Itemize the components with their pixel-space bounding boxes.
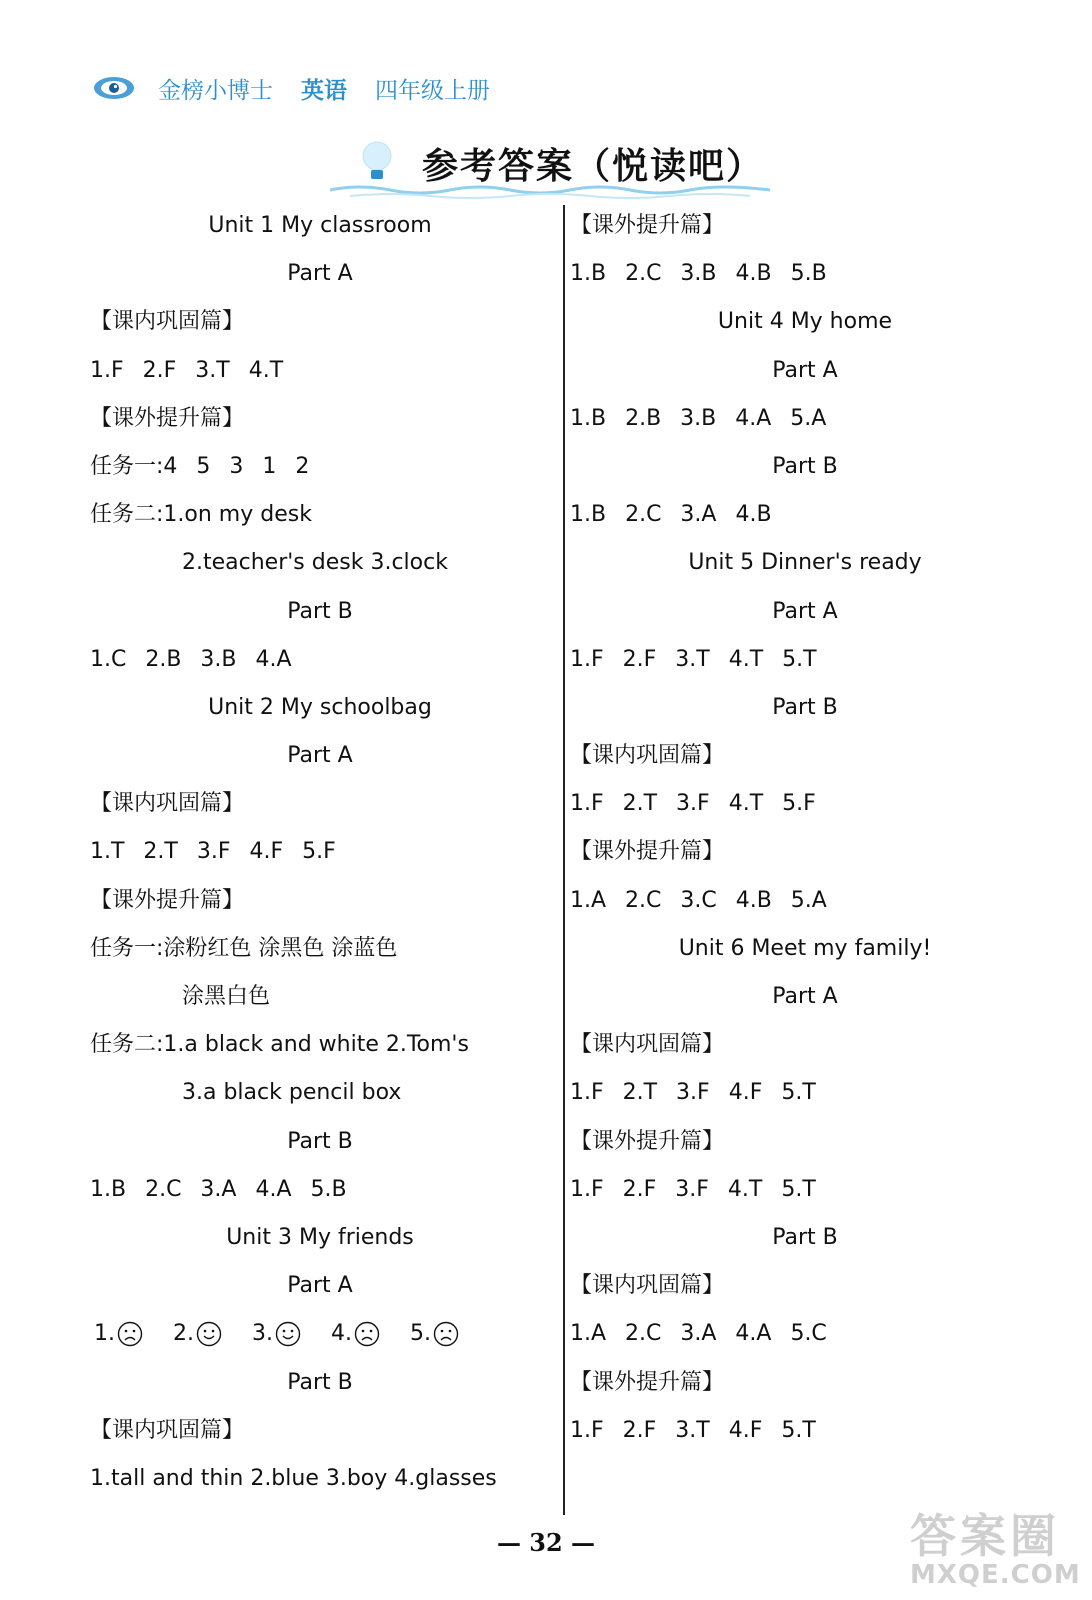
- page-title-block: [330, 132, 790, 196]
- lightbulb-icon: [360, 140, 394, 184]
- answer-line: 2.teacher's desk 3.clock: [182, 550, 448, 576]
- answer-line: 1.F 2.F 3.T 4.T 5.T: [570, 646, 817, 672]
- answer-line: 1.F 2.F 3.F 4.T 5.T: [570, 1176, 816, 1202]
- owl-logo-icon: [92, 75, 136, 101]
- answer-line: 1.tall and thin 2.blue 3.boy 4.glasses: [90, 1465, 497, 1491]
- section-heading: 【课外提升篇】: [570, 213, 725, 238]
- unit-part-heading: Part A: [287, 261, 353, 287]
- wave-decoration: [330, 182, 770, 200]
- unit-part-heading: Unit 1 My classroom: [208, 213, 432, 238]
- section-heading: 【课外提升篇】: [570, 1128, 725, 1154]
- left-answer-column: [90, 202, 550, 1503]
- unit-part-heading: Unit 4 My home: [717, 309, 893, 335]
- unit-part-heading: Part A: [772, 357, 838, 383]
- unit-part-heading: Part B: [287, 598, 353, 624]
- answer-line: 3.a black pencil box: [182, 1080, 402, 1106]
- header-brand: 金榜小博士: [158, 77, 273, 104]
- section-heading: 【课内巩固篇】: [570, 743, 725, 769]
- unit-part-heading: Part A: [287, 743, 353, 769]
- answer-line: 任务一:涂粉红色 涂黑色 涂蓝色: [90, 935, 398, 961]
- answer-line: 1.F 2.F 3.T 4.F 5.T: [570, 1417, 816, 1443]
- section-heading: 【课外提升篇】: [90, 887, 245, 913]
- page-number: — 32 —: [496, 1528, 596, 1557]
- page-title: 参考答案（悦读吧）: [422, 146, 765, 187]
- page-header: [92, 64, 490, 112]
- section-heading: 【课外提升篇】: [570, 839, 725, 865]
- unit-part-heading: Part A: [772, 598, 838, 624]
- face-answer: [331, 1310, 380, 1358]
- answer-line: 1.C 2.B 3.B 4.A: [90, 646, 292, 672]
- answer-line: 1.B 2.C 3.B 4.B 5.B: [570, 261, 827, 287]
- face-answer: [410, 1310, 459, 1358]
- answer-line: 任务一:4 5 3 1 2: [90, 453, 310, 479]
- unit-part-heading: Part B: [287, 1369, 353, 1395]
- smiley-face-icon: [275, 1321, 301, 1347]
- answer-line: 1.A 2.C 3.A 4.A 5.C: [570, 1321, 827, 1347]
- face-answer: [252, 1310, 301, 1358]
- unit-part-heading: Part B: [772, 1224, 838, 1250]
- answer-line: 1.B 2.B 3.B 4.A 5.A: [570, 405, 827, 431]
- smiley-face-icon: [196, 1321, 222, 1347]
- sad-face-icon: [433, 1321, 459, 1347]
- face-answer-number: 2.: [173, 1321, 194, 1347]
- face-answer: [173, 1310, 222, 1358]
- section-heading: 【课外提升篇】: [570, 1369, 725, 1395]
- watermark-cn: 答案圈: [910, 1509, 1060, 1563]
- answer-line: 1.F 2.F 3.T 4.T: [90, 357, 284, 383]
- answer-line: 1.A 2.C 3.C 4.B 5.A: [570, 887, 827, 913]
- sad-face-icon: [354, 1321, 380, 1347]
- answer-line: 1.F 2.T 3.F 4.F 5.T: [570, 1080, 816, 1106]
- answer-line: 任务二:1.a black and white 2.Tom's: [90, 1032, 469, 1058]
- unit-part-heading: Unit 2 My schoolbag: [208, 694, 432, 720]
- section-heading: 【课内巩固篇】: [90, 309, 245, 335]
- sad-face-icon: [117, 1321, 143, 1347]
- answer-line: 1.F 2.T 3.F 4.T 5.F: [570, 791, 816, 817]
- face-answer-number: 4.: [331, 1321, 352, 1347]
- unit-part-heading: Part B: [287, 1128, 353, 1154]
- face-answer-number: 3.: [252, 1321, 273, 1347]
- watermark: [910, 1500, 1090, 1600]
- section-heading: 【课外提升篇】: [90, 405, 245, 431]
- unit-part-heading: Part A: [772, 984, 838, 1009]
- smiley-answers: [90, 1310, 550, 1358]
- section-heading: 【课内巩固篇】: [570, 1032, 725, 1058]
- unit-part-heading: Unit 3 My friends: [226, 1224, 414, 1250]
- answer-line: 涂黑白色: [182, 984, 271, 1009]
- face-answer: [94, 1310, 143, 1358]
- unit-part-heading: Part B: [772, 453, 838, 479]
- header-subject: 英语: [301, 77, 347, 104]
- answer-line: 1.T 2.T 3.F 4.F 5.F: [90, 839, 336, 865]
- face-answer-number: 1.: [94, 1321, 115, 1347]
- unit-part-heading: Unit 5 Dinner's ready: [688, 550, 922, 576]
- column-divider: [563, 205, 565, 1515]
- header-grade: 四年级上册: [375, 77, 490, 104]
- answer-line: 任务二:1.on my desk: [90, 502, 312, 528]
- section-heading: 【课内巩固篇】: [90, 791, 245, 817]
- unit-part-heading: Part B: [772, 694, 838, 720]
- watermark-url: MXQE.COM: [910, 1560, 1081, 1590]
- face-answer-number: 5.: [410, 1321, 431, 1347]
- answer-line: 1.B 2.C 3.A 4.B: [570, 502, 772, 528]
- answer-line: 1.B 2.C 3.A 4.A 5.B: [90, 1176, 347, 1202]
- unit-part-heading: Part A: [287, 1273, 353, 1299]
- unit-part-heading: Unit 6 Meet my family!: [678, 935, 932, 961]
- section-heading: 【课内巩固篇】: [90, 1417, 245, 1443]
- right-answer-column: [570, 202, 1040, 1455]
- section-heading: 【课内巩固篇】: [570, 1273, 725, 1299]
